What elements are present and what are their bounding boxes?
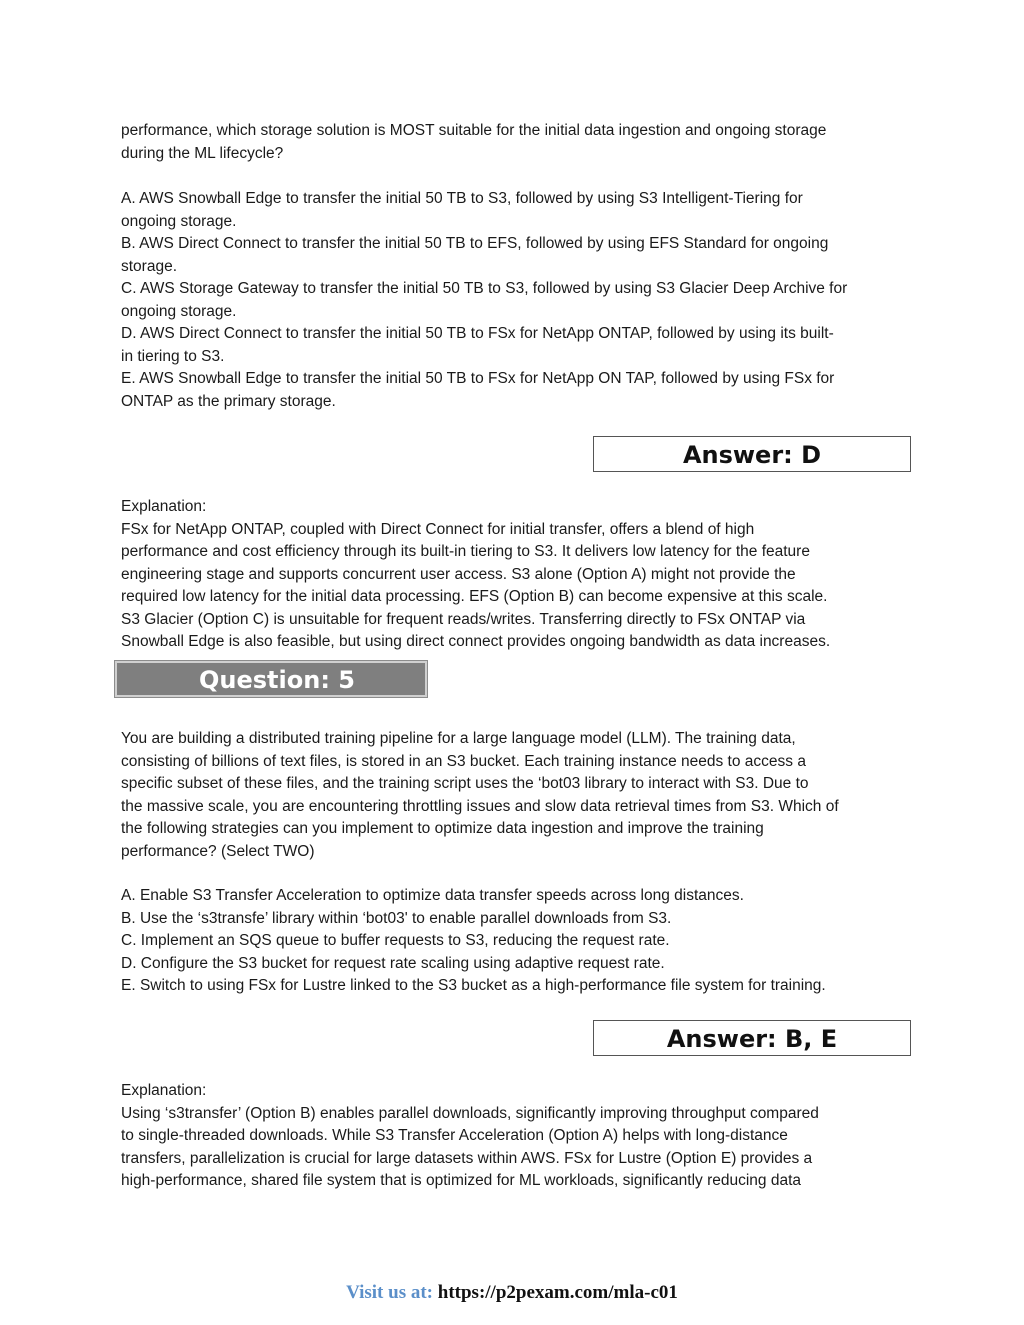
answer-box-q5: Answer: B, E bbox=[593, 1020, 911, 1056]
option-line: storage. bbox=[121, 257, 178, 275]
option-line: D. Configure the S3 bucket for request rate scaling using adaptive request rate. bbox=[121, 954, 665, 972]
option-line: E. Switch to using FSx for Lustre linked to the S3 bucket as a high-performance file system for training. bbox=[121, 977, 826, 994]
question-line: the massive scale, you are encountering throttling issues and slow data retrieval times from S3. Which of bbox=[121, 797, 839, 815]
answer-box-q4: Answer: D bbox=[593, 436, 911, 472]
question-4-stem-continuation bbox=[121, 120, 911, 165]
question-5-stem bbox=[121, 728, 911, 863]
explanation-line: Using ‘s3transfer’ (Option B) enables parallel downloads, significantly improving throughput compared bbox=[121, 1104, 819, 1122]
option-line: E. AWS Snowball Edge to transfer the initial 50 TB to FSx for NetApp ON TAP, followed by using FSx for bbox=[121, 370, 835, 387]
option-line: A. Enable S3 Transfer Acceleration to optimize data transfer speeds across long distances. bbox=[121, 887, 744, 904]
explanation-line: engineering stage and supports concurrent user access. S3 alone (Option A) might not provide the bbox=[121, 565, 796, 583]
option-line: C. Implement an SQS queue to buffer requests to S3, reducing the request rate. bbox=[121, 932, 670, 949]
explanation-line: performance and cost efficiency through its built-in tiering to S3. It delivers low latency for the feature bbox=[121, 543, 810, 560]
option-line: A. AWS Snowball Edge to transfer the initial 50 TB to S3, followed by using S3 Intelligent-Tiering for bbox=[121, 190, 803, 207]
option-line: ONTAP as the primary storage. bbox=[121, 392, 336, 410]
footer-label: Visit us at: bbox=[346, 1282, 434, 1303]
question-line: consisting of billions of text files, is stored in an S3 bucket. Each training instance needs to access a bbox=[121, 752, 806, 770]
question-line: You are building a distributed training pipeline for a large language model (LLM). The training data, bbox=[121, 730, 796, 747]
explanation-heading: Explanation: bbox=[121, 1082, 207, 1099]
explanation-line: required low latency for the initial data processing. EFS (Option B) can become expensive at this scale. bbox=[121, 588, 828, 605]
option-line: D. AWS Direct Connect to transfer the initial 50 TB to FSx for NetApp ONTAP, followed by using its built- bbox=[121, 325, 834, 342]
explanation-line: high-performance, shared file system that is optimized for ML workloads, significantly reducing data bbox=[121, 1172, 802, 1189]
question-5-explanation bbox=[121, 1080, 911, 1193]
explanation-heading: Explanation: bbox=[121, 498, 207, 515]
option-line: B. Use the ‘s3transfe’ library within ‘bot03' to enable parallel downloads from S3. bbox=[121, 909, 672, 927]
explanation-line: to single-threaded downloads. While S3 Transfer Acceleration (Option A) helps with long-distance bbox=[121, 1127, 788, 1144]
option-line: ongoing storage. bbox=[121, 212, 237, 230]
explanation-line: S3 Glacier (Option C) is unsuitable for frequent reads/writes. Transferring directly to FSx ONTAP via bbox=[121, 610, 806, 628]
question-4-explanation bbox=[121, 496, 911, 654]
question-line: specific subset of these files, and the training script uses the ‘bot03 library to interact with S3. Due to bbox=[121, 775, 809, 792]
question-4-options bbox=[121, 188, 911, 413]
footer-url-link[interactable]: https://p2pexam.com/mla-c01 bbox=[437, 1282, 678, 1303]
option-line: ongoing storage. bbox=[121, 302, 237, 320]
explanation-line: transfers, parallelization is crucial for large datasets within AWS. FSx for Lustre (Option E) provides a bbox=[121, 1149, 813, 1167]
option-line: in tiering to S3. bbox=[121, 347, 225, 365]
question-5-heading: Question: 5 bbox=[199, 666, 355, 694]
explanation-line: Snowball Edge is also feasible, but using direct connect provides ongoing bandwidth as data increases. bbox=[121, 633, 831, 650]
option-line: B. AWS Direct Connect to transfer the initial 50 TB to EFS, followed by using EFS Standard for ongoing bbox=[121, 235, 829, 252]
question-5-options bbox=[121, 885, 911, 998]
text-line: during the ML lifecycle? bbox=[121, 144, 284, 162]
page-footer bbox=[0, 1282, 1024, 1304]
explanation-line: FSx for NetApp ONTAP, coupled with Direct Connect for initial transfer, offers a blend of high bbox=[121, 520, 755, 538]
question-line: the following strategies can you implement to optimize data ingestion and improve the training bbox=[121, 820, 764, 837]
question-5-heading-bar bbox=[115, 661, 427, 697]
option-line: C. AWS Storage Gateway to transfer the initial 50 TB to S3, followed by using S3 Glacier Deep Archive for bbox=[121, 280, 848, 297]
question-line: performance? (Select TWO) bbox=[121, 842, 315, 860]
text-line: performance, which storage solution is MOST suitable for the initial data ingestion and ongoing storage bbox=[121, 122, 827, 139]
